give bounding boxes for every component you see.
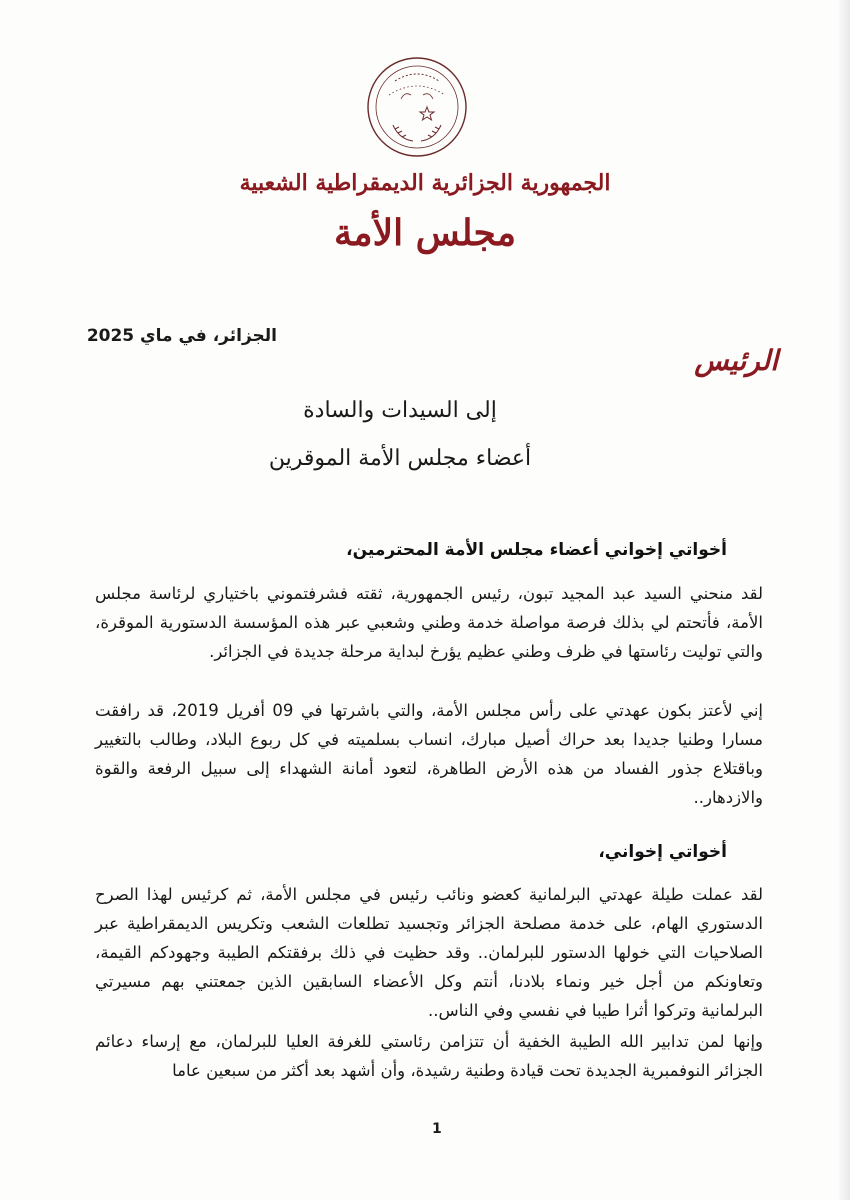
page-edge (838, 0, 850, 1200)
body-paragraph: لقد عملت طيلة عهدتي البرلمانية كعضو ونائب رئيس في مجلس الأمة، ثم كرئيس لهذا الصرح الدستوري الهام، على خدمة مصلحة الجزائر وتجسيد تطلعات الشعب وتكريس الديمقراطية عبر الصلاحيات التي خولها الدستور للبرلمان.. وقد حظيت في ذلك برفقتكم الطيبة وجهودكم القيمة، وتعاونكم من أجل خير ونماء بلادنا، أنتم وكل الأعضاء السابقين الذين جمعتني بهم مسيرتي البرلمانية وتركوا أثرا طيبا في نفسي وفي الناس.. (95, 885, 763, 1020)
letterhead-council-name: مجلس الأمة (334, 212, 516, 254)
body-paragraph: لقد منحني السيد عبد المجيد تبون، رئيس الجمهورية، ثقته فشرفتموني باختياري لرئاسة مجلس الأمة، فأتحتم لي بذلك فرصة مواصلة خدمة وطني وشعبي عبر هذه المؤسسة الدستورية الموقرة، والتي توليت رئاستها في ظرف وطني عظيم يؤرخ لبداية مرحلة جديدة في الجزائر. (95, 584, 763, 661)
salutation: أخواتي إخواني أعضاء مجلس الأمة المحترمين، (346, 540, 727, 560)
body-paragraph: إني لأعتز بكون عهدتي على رأس مجلس الأمة، والتي باشرتها في 09 أفريل 2019، قد رافقت مسارا وطنيا جديدا بعد حراك أصيل مبارك، انساب بسلميته في كل ربوع البلاد، وطالب بالتغيير وباقتلاع جذور الفساد من هذه الأرض الطاهرة، لتعود أمانة الشهداء إلى سبيل الرفعة والقوة والازدهار.. (95, 701, 764, 807)
addressee-line-1: إلى السيدات والسادة (303, 398, 497, 423)
body-paragraph: وإنها لمن تدابير الله الطيبة الخفية أن تتزامن رئاستي للغرفة العليا للبرلمان، مع إرساء دعائم الجزائر النوفمبرية الجديدة تحت قيادة وطنية رشيدة، وأن أشهد بعد أكثر من سبعين عاما (95, 1032, 763, 1080)
sender-title: الرئيس (694, 344, 778, 377)
date-line: الجزائر، في ماي 2025 (86, 326, 277, 346)
national-emblem-icon (365, 55, 469, 159)
letterhead-republic-name: الجمهورية الجزائرية الديمقراطية الشعبية (239, 170, 611, 196)
page-number: 1 (432, 1121, 442, 1137)
salutation: أخواتي إخواني، (598, 842, 727, 862)
addressee-line-2: أعضاء مجلس الأمة الموقرين (268, 446, 532, 471)
